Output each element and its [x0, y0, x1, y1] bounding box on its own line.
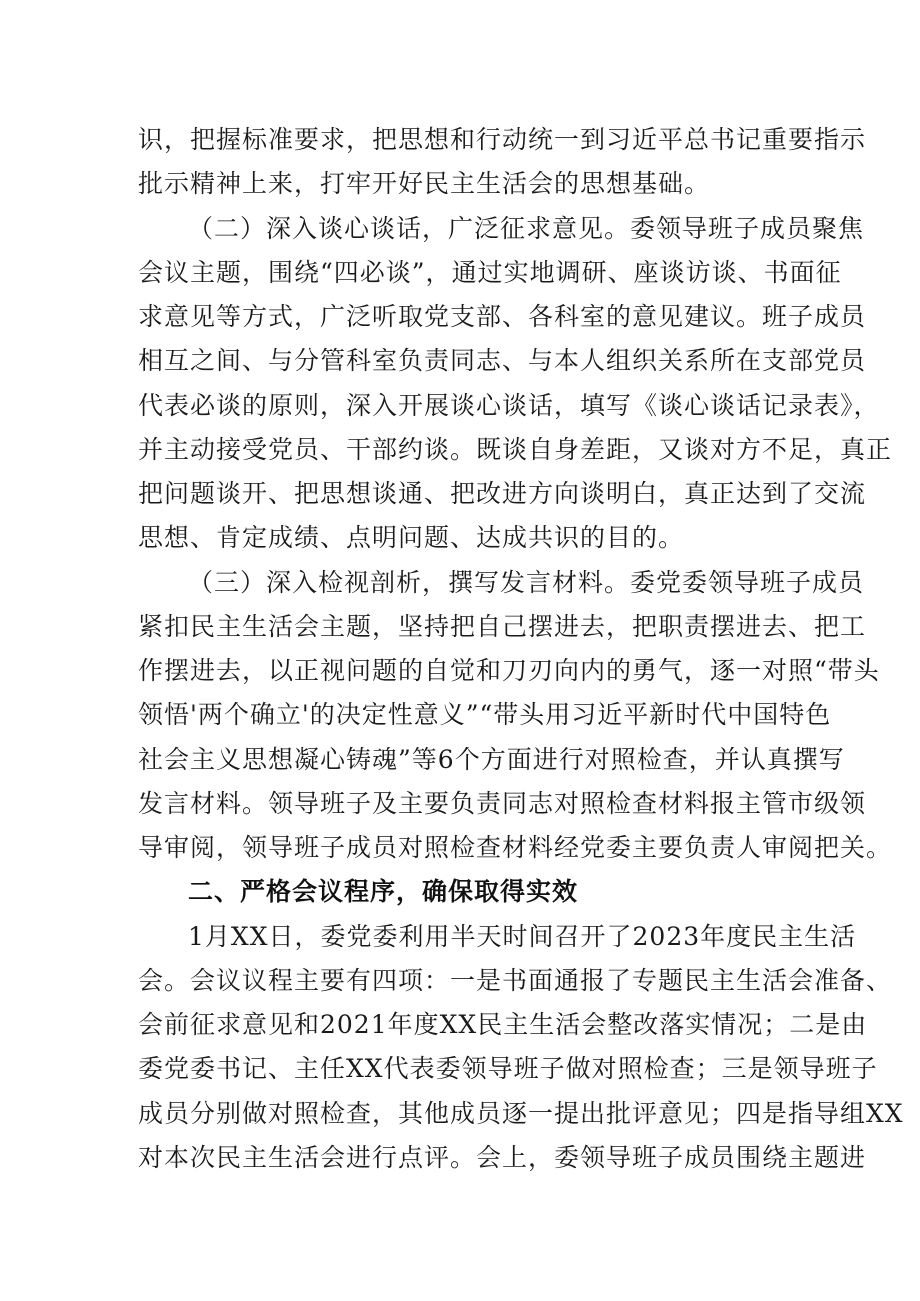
- paragraph-line: 作摆进去，以正视问题的自觉和刀刃向内的勇气，逐一对照“带头: [138, 656, 880, 685]
- paragraph-line: 把问题谈开、把思想谈通、把改进方向谈明白，真正达到了交流: [138, 479, 867, 508]
- section-heading: 二、严格会议程序，确保取得实效: [188, 877, 579, 906]
- paragraph-line: 会议主题，围绕“四必谈”，通过实地调研、座谈访谈、书面征: [138, 258, 842, 287]
- paragraph-line: 批示精神上来，打牢开好民主生活会的思想基础。: [138, 169, 711, 198]
- paragraph-line: 求意见等方式，广泛听取党支部、各科室的意见建议。班子成员: [138, 302, 867, 331]
- paragraph-line: 成员分别做对照检查，其他成员逐一提出批评意见；四是指导组XX: [138, 1099, 904, 1128]
- paragraph-line: 相互之间、与分管科室负责同志、与本人组织关系所在支部党员: [138, 346, 867, 375]
- paragraph-line: 导审阅，领导班子成员对照检查材料经党委主要负责人审阅把关。: [138, 833, 893, 862]
- paragraph-line: 领悟'两个确立'的决定性意义”“带头用习近平新时代中国特色: [138, 700, 832, 729]
- paragraph-line: 并主动接受党员、干部约谈。既谈自身差距，又谈对方不足，真正: [138, 435, 893, 464]
- paragraph-line: （二）深入谈心谈话，广泛征求意见。委领导班子成员聚焦: [188, 214, 865, 243]
- paragraph-line: 对本次民主生活会进行点评。会上，委领导班子成员围绕主题进: [138, 1143, 867, 1172]
- paragraph-line: 社会主义思想凝心铸魂”等6个方面进行对照检查，并认真撰写: [138, 745, 845, 774]
- paragraph-line: 代表必谈的原则，深入开展谈心谈话，填写《谈心谈话记录表》，: [138, 391, 880, 420]
- paragraph-line: 会前征求意见和2021年度XX民主生活会整改落实情况；二是由: [138, 1010, 868, 1039]
- paragraph-line: 会。会议议程主要有四项：一是书面通报了专题民主生活会准备、: [138, 966, 893, 995]
- paragraph-line: 紧扣民主生活会主题，坚持把自己摆进去，把职责摆进去、把工: [138, 612, 867, 641]
- paragraph-line: 识，把握标准要求，把思想和行动统一到习近平总书记重要指示: [138, 125, 867, 154]
- paragraph-line: 发言材料。领导班子及主要负责同志对照检查材料报主管市级领: [138, 789, 867, 818]
- paragraph-line: （三）深入检视剖析，撰写发言材料。委党委领导班子成员: [188, 568, 865, 597]
- paragraph-line: 1月XX日，委党委利用半天时间召开了2023年度民主生活: [188, 922, 857, 951]
- paragraph-line: 思想、肯定成绩、点明问题、达成共识的目的。: [138, 523, 685, 552]
- paragraph-line: 委党委书记、主任XX代表委领导班子做对照检查；三是领导班子: [138, 1054, 878, 1083]
